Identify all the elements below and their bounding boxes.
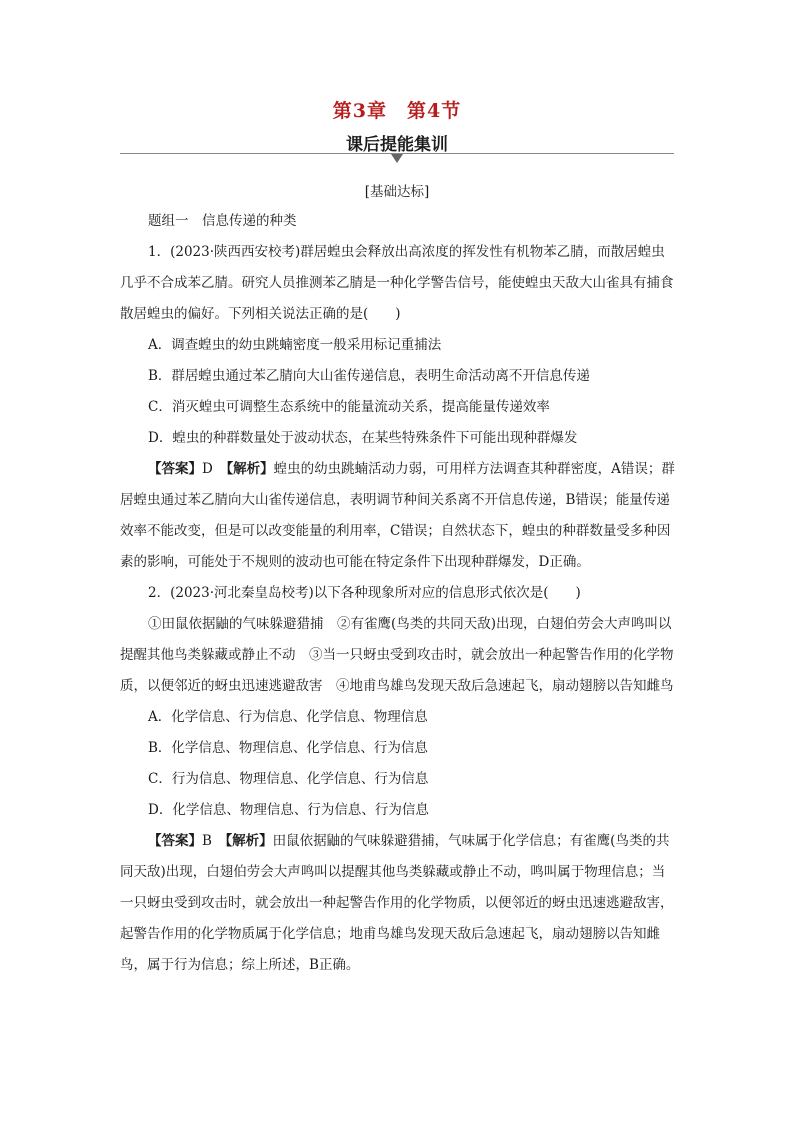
answer-value: B bbox=[202, 833, 212, 849]
page-subtitle: 课后提能集训 bbox=[346, 135, 448, 155]
option-b: B．群居蝗虫通过苯乙腈向大山雀传递信息，表明生命活动离不开信息传递 bbox=[148, 368, 590, 384]
chapter-title: 第3章 第4节 bbox=[332, 100, 462, 122]
document-body bbox=[120, 206, 676, 981]
option-b: B．化学信息、物理信息、化学信息、行为信息 bbox=[148, 740, 428, 756]
option-d: D．蝗虫的种群数量处于波动状态，在某些特殊条件下可能出现种群爆发 bbox=[148, 430, 578, 446]
option-d: D．化学信息、物理信息、行为信息、行为信息 bbox=[148, 802, 429, 818]
analysis-text: 田鼠依据鼬的气味躲避猎捕，气味属于化学信息；有雀鹰(鸟类的共同天敌)出现，白翅伯劳会大声鸣叫以提醒其他鸟类躲藏或静止不动，鸣叫属于物理信息；当一只蚜虫受到攻击时，就会放出一种起警告作用的化学物质，以便邻近的蚜虫迅速逃避敌害，起警告作用的化学物质属于化学信息；地甫鸟雄鸟发现天敌后急速起飞，扇动翅膀以告知雌鸟，属于行为信息；综上所述，B正确。 bbox=[120, 833, 674, 973]
answer-value: D bbox=[202, 461, 213, 477]
option-c: C．消灭蝗虫可调整生态系统中的能量流动关系，提高能量传递效率 bbox=[148, 399, 550, 415]
option-c: C．行为信息、物理信息、化学信息、行为信息 bbox=[148, 771, 429, 787]
option-a: A．化学信息、行为信息、化学信息、物理信息 bbox=[148, 709, 428, 725]
triangle-down-icon bbox=[391, 154, 403, 163]
answer-label: 【答案】 bbox=[148, 461, 202, 477]
option-a: A．调查蝗虫的幼虫跳蝻密度一般采用标记重捕法 bbox=[148, 337, 442, 353]
question-stem: 2．(2023·河北秦皇岛校考)以下各种现象所对应的信息形式依次是( ) bbox=[148, 585, 581, 601]
question-2 bbox=[120, 578, 676, 981]
analysis-text: 蝗虫的幼虫跳蝻活动力弱，可用样方法调查其种群密度，A错误；群居蝗虫通过苯乙腈向大山雀传递信息，表明调节种间关系离不开信息传递，B错误；能量传递效率不能改变，但是可以改变能量的利用率，C错误；自然状态下，蝗虫的种群数量受多种因素的影响，可能处于不规则的波动也可能在特定条件下出现种群爆发，D正确。 bbox=[120, 461, 675, 570]
answer-label: 【答案】 bbox=[148, 833, 202, 849]
analysis-label: 【解析】 bbox=[226, 461, 274, 477]
answer-analysis bbox=[120, 454, 676, 578]
question-scenario: ①田鼠依据鼬的气味躲避猎捕 ②有雀鹰(鸟类的共同天敌)出现，白翅伯劳会大声鸣叫以提醒其他鸟类躲藏或静止不动 ③当一只蚜虫受到攻击时，就会放出一种起警告作用的化学物质，以便邻近的蚜虫迅速逃避敌害 ④地甫鸟雄鸟发现天敌后急速起飞，扇动翅膀以告知雌鸟 bbox=[120, 616, 674, 694]
question-1 bbox=[120, 237, 676, 578]
section-label: [基础达标] bbox=[364, 184, 430, 200]
answer-analysis bbox=[120, 826, 676, 981]
analysis-label: 【解析】 bbox=[225, 833, 273, 849]
question-stem: 1．(2023·陕西西安校考)群居蝗虫会释放出高浓度的挥发性有机物苯乙腈，而散居蝗虫几乎不合成苯乙腈。研究人员推测苯乙腈是一种化学警告信号，能使蝗虫天敌大山雀具有捕食散居蝗虫的偏好。下列相关说法正确的是( ) bbox=[120, 244, 674, 322]
group-heading: 题组一 信息传递的种类 bbox=[148, 213, 297, 229]
